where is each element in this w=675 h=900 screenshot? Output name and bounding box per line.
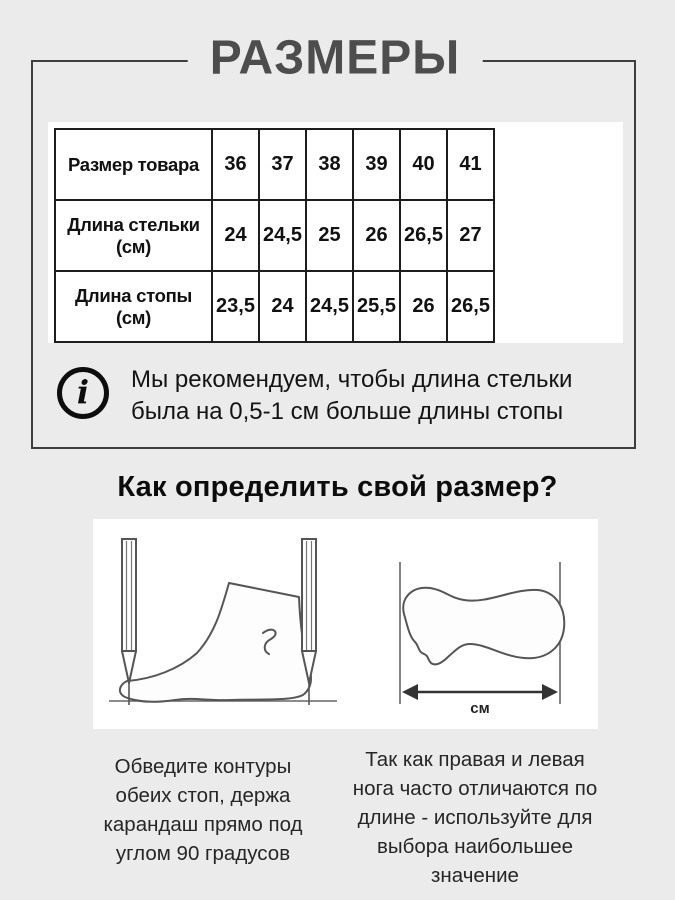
row-label-insole: Длина стельки (см) [55, 200, 212, 271]
foot-cell: 26,5 [447, 271, 494, 342]
recommendation-line: была на 0,5-1 см больше длины стопы [131, 398, 564, 425]
insole-cell: 24,5 [259, 200, 306, 271]
row-label-foot: Длина стопы (см) [55, 271, 212, 342]
section-heading: Как определить свой размер? [117, 471, 558, 503]
instruction-line: обеих стоп, держа [115, 784, 291, 807]
table-row-size [55, 129, 494, 200]
size-cell: 36 [212, 129, 259, 200]
instruction-line: карандаш прямо под [103, 813, 303, 836]
insole-cell: 27 [447, 200, 494, 271]
insole-cell: 26 [353, 200, 400, 271]
table-row-insole [55, 200, 494, 271]
foot-outline [120, 583, 311, 702]
size-cell: 40 [400, 129, 447, 200]
foot-cell: 24,5 [306, 271, 353, 342]
page-title: РАЗМЕРЫ [188, 30, 483, 85]
recommendation-line: Мы рекомендуем, чтобы длина стельки [131, 366, 573, 393]
foot-cell: 25,5 [353, 271, 400, 342]
size-cell: 37 [259, 129, 306, 200]
measure-unit-label: см [470, 700, 490, 717]
instruction-line: нога часто отличаются по [352, 777, 598, 800]
table-row-foot [55, 271, 494, 342]
foot-cell: 24 [259, 271, 306, 342]
instruction-line: Так как правая и левая [365, 748, 585, 771]
row-label-size: Размер товара [55, 129, 212, 200]
insole-cell: 25 [306, 200, 353, 271]
size-table [54, 128, 495, 343]
instruction-left [63, 752, 343, 868]
footprint-outline [403, 588, 564, 665]
instruction-line: Обведите контуры [114, 755, 292, 778]
instruction-line: длине - используйте для [357, 806, 593, 829]
size-cell: 39 [353, 129, 400, 200]
instruction-right [335, 745, 615, 890]
instruction-line: углом 90 градусов [115, 842, 291, 865]
footprint-measure-illustration [390, 552, 570, 724]
size-cell: 38 [306, 129, 353, 200]
instruction-line: значение [431, 864, 519, 887]
foot-cell: 26 [400, 271, 447, 342]
recommendation-text [131, 364, 572, 428]
insole-cell: 26,5 [400, 200, 447, 271]
foot-tracing-illustration [103, 533, 343, 719]
insole-cell: 24 [212, 200, 259, 271]
size-cell: 41 [447, 129, 494, 200]
instruction-line: выбора наибольшее [376, 835, 574, 858]
foot-cell: 23,5 [212, 271, 259, 342]
info-icon: i [57, 367, 109, 419]
measure-arrow [402, 684, 558, 700]
